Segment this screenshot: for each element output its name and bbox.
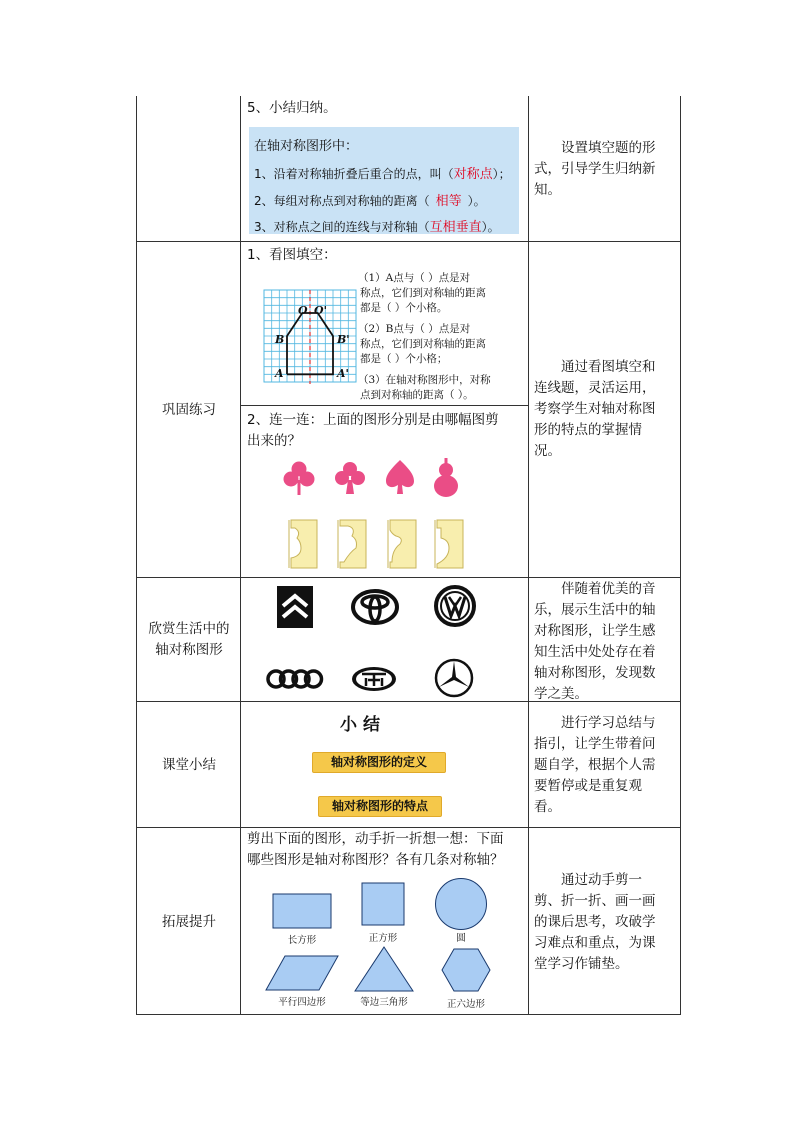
rectangle-shape bbox=[272, 893, 332, 929]
table-right-border bbox=[680, 96, 681, 1015]
label-O: O bbox=[298, 304, 308, 317]
spade-shape-icon bbox=[384, 458, 416, 498]
q1-part3-line2: 点到对称轴的距离（ ）。 bbox=[360, 389, 474, 401]
square-label: 正方形 bbox=[368, 933, 398, 944]
row5-note: 通过动手剪一剪、折一折、画一画的课后思考，攻破学习难点和重点，为课堂学习作铺垫。 bbox=[534, 872, 656, 972]
triangle-label: 等边三角形 bbox=[360, 997, 408, 1008]
table-inner-divider bbox=[240, 405, 529, 406]
badge-characteristics: 轴对称图形的特点 bbox=[318, 796, 442, 817]
table-col-divider-1 bbox=[240, 96, 241, 1015]
label-O-prime: O' bbox=[314, 304, 327, 317]
folded-paper-3 bbox=[386, 518, 420, 570]
label-A: A bbox=[275, 367, 284, 380]
answer-1: 对称点 bbox=[453, 167, 493, 182]
q2-line1: 2、连一连：上面的图形分别是由哪幅图剪 bbox=[247, 412, 499, 428]
q1-part1-line2: 称点，它们到对称轴的距离 bbox=[360, 287, 486, 299]
row1-note: 设置填空题的形式，引导学生归纳新知。 bbox=[534, 140, 656, 198]
square-shape bbox=[361, 882, 405, 926]
row4-note: 进行学习总结与指引，让学生带着问题自学，根据个人需要暂停或是重复观看。 bbox=[534, 715, 656, 815]
row2-label: 巩固练习 bbox=[162, 402, 216, 418]
hexagon-shape bbox=[441, 948, 491, 992]
label-B-prime: B' bbox=[337, 333, 350, 346]
table-row-divider-1 bbox=[136, 241, 681, 242]
audi-logo-icon bbox=[266, 666, 324, 692]
gourd-shape-icon bbox=[430, 457, 462, 499]
table-bottom-border bbox=[136, 1014, 681, 1015]
q1-part2-line1: （2）B点与（ ）点是对 bbox=[358, 323, 471, 335]
citroen-logo-icon bbox=[277, 586, 313, 628]
q1-part2-line2: 称点，它们到对称轴的距离 bbox=[360, 338, 486, 350]
parallelogram-label: 平行四边形 bbox=[278, 997, 326, 1008]
summary-box-title: 在轴对称图形中： bbox=[254, 139, 359, 154]
circle-label: 圆 bbox=[456, 933, 466, 944]
folded-paper-4 bbox=[433, 518, 467, 570]
q1-part3-line1: （3）在轴对称图形中，对称 bbox=[358, 374, 491, 386]
parallelogram-shape bbox=[265, 955, 339, 991]
table-left-border bbox=[136, 96, 137, 1015]
row4-label: 课堂小结 bbox=[162, 757, 216, 773]
hexagon-label: 正六边形 bbox=[446, 999, 485, 1010]
folded-paper-1 bbox=[287, 518, 321, 570]
step-summary-title: 5、小结归纳。 bbox=[247, 100, 337, 116]
row3-label-line2: 轴对称图形 bbox=[155, 642, 223, 658]
answer-3: 互相垂直 bbox=[429, 220, 482, 235]
q1-part1-line3: 都是（ ）个小格。 bbox=[360, 302, 448, 314]
circle-shape bbox=[434, 877, 488, 931]
clover-shape-icon bbox=[282, 460, 316, 496]
faw-logo-icon bbox=[350, 665, 398, 693]
volkswagen-logo-icon bbox=[434, 585, 476, 627]
label-B: B bbox=[275, 333, 285, 346]
summary-heading: 小 结 bbox=[340, 715, 380, 735]
row3-label-line1: 欣赏生活中的 bbox=[148, 621, 230, 637]
summary-item-2: 2、每组对称点到对称轴的距离（ 相等 ）。 bbox=[254, 194, 486, 209]
answer-2: 相等 bbox=[435, 194, 462, 209]
mercedes-logo-icon bbox=[434, 658, 474, 698]
rectangle-label: 长方形 bbox=[287, 935, 317, 946]
summary-item-1: 1、沿着对称轴折叠后重合的点，叫（对称点）； bbox=[254, 167, 511, 182]
q2-line2: 出来的？ bbox=[247, 433, 301, 449]
q1-part2-line3: 都是（ ）个小格； bbox=[360, 353, 448, 365]
summary-box bbox=[249, 127, 519, 234]
table-row-divider-2 bbox=[136, 577, 681, 578]
table-col-divider-2 bbox=[528, 96, 529, 1015]
club-shape-icon bbox=[333, 460, 367, 496]
toyota-logo-icon bbox=[351, 589, 399, 625]
triangle-shape bbox=[354, 946, 414, 992]
row5-question-line2: 哪些图形是轴对称图形？各有几条对称轴？ bbox=[247, 852, 504, 868]
row5-label: 拓展提升 bbox=[162, 914, 216, 930]
q1-part1-line1: （1）A点与（ ）点是对 bbox=[358, 272, 471, 284]
folded-paper-2 bbox=[336, 518, 370, 570]
row2-note: 通过看图填空和连线题，灵活运用，考察学生对轴对称图形的特点的掌握情况。 bbox=[534, 359, 656, 459]
badge-definition: 轴对称图形的定义 bbox=[312, 752, 446, 773]
summary-item-3: 3、对称点之间的连线与对称轴（互相垂直）。 bbox=[254, 220, 500, 235]
table-row-divider-4 bbox=[136, 827, 681, 828]
row3-note: 伴随着优美的音乐，展示生活中的轴对称图形，让学生感知生活中处处存在着轴对称图形，发现数学之美。 bbox=[534, 581, 656, 702]
row5-question-line1: 剪出下面的图形，动手折一折想一想：下面 bbox=[247, 831, 504, 847]
label-A-prime: A' bbox=[337, 367, 349, 380]
q1-title: 1、看图填空： bbox=[247, 247, 337, 263]
